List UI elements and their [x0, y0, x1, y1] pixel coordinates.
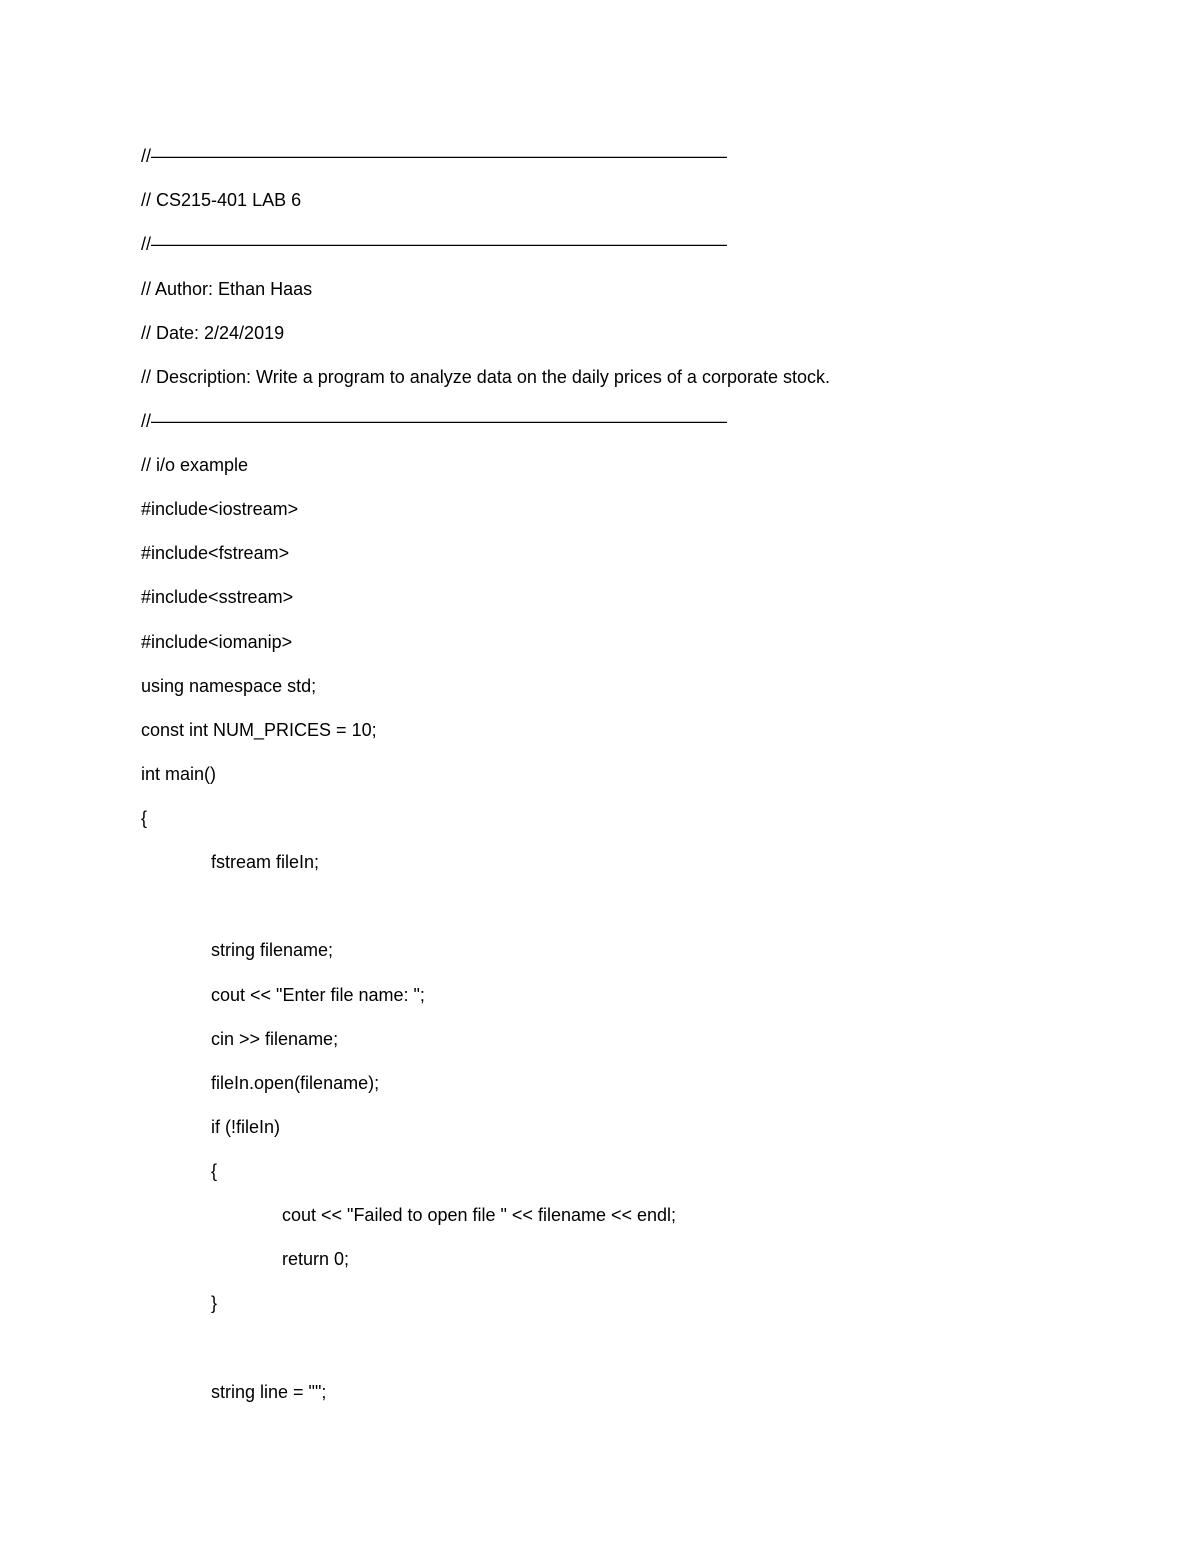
code-const-declaration: const int NUM_PRICES = 10; — [141, 720, 377, 740]
code-include-line: #include<iomanip> — [141, 632, 293, 652]
code-close-brace: } — [211, 1293, 218, 1313]
code-using-namespace: using namespace std; — [141, 676, 317, 696]
code-line: fileIn.open(filename); — [211, 1073, 380, 1093]
code-include-line: #include<fstream> — [141, 543, 290, 563]
comment-description: // Description: Write a program to analyze data on the daily prices of a corporate stock. — [141, 367, 831, 387]
code-line: if (!fileIn) — [211, 1117, 281, 1137]
code-line: cout << "Failed to open file " << filename << endl; — [282, 1205, 677, 1225]
code-include-line: #include<iostream> — [141, 499, 299, 519]
comment-date: // Date: 2/24/2019 — [141, 323, 285, 343]
code-line: return 0; — [282, 1249, 350, 1269]
code-line: string filename; — [211, 940, 334, 960]
comment-separator-line: //———————————————————————————————— — [141, 146, 728, 166]
comment-separator-line: //———————————————————————————————— — [141, 411, 728, 431]
code-include-line: #include<sstream> — [141, 587, 294, 607]
code-line: cin >> filename; — [211, 1029, 339, 1049]
code-main-signature: int main() — [141, 764, 217, 784]
code-open-brace: { — [141, 808, 148, 828]
code-open-brace: { — [211, 1161, 218, 1181]
comment-separator-line: //———————————————————————————————— — [141, 234, 728, 254]
comment-io-example: // i/o example — [141, 455, 249, 475]
code-line: cout << "Enter file name: "; — [211, 985, 425, 1005]
comment-lab-title: // CS215-401 LAB 6 — [141, 190, 302, 210]
code-line: fstream fileIn; — [211, 852, 320, 872]
code-line: string line = ""; — [211, 1382, 327, 1402]
comment-author: // Author: Ethan Haas — [141, 279, 313, 299]
